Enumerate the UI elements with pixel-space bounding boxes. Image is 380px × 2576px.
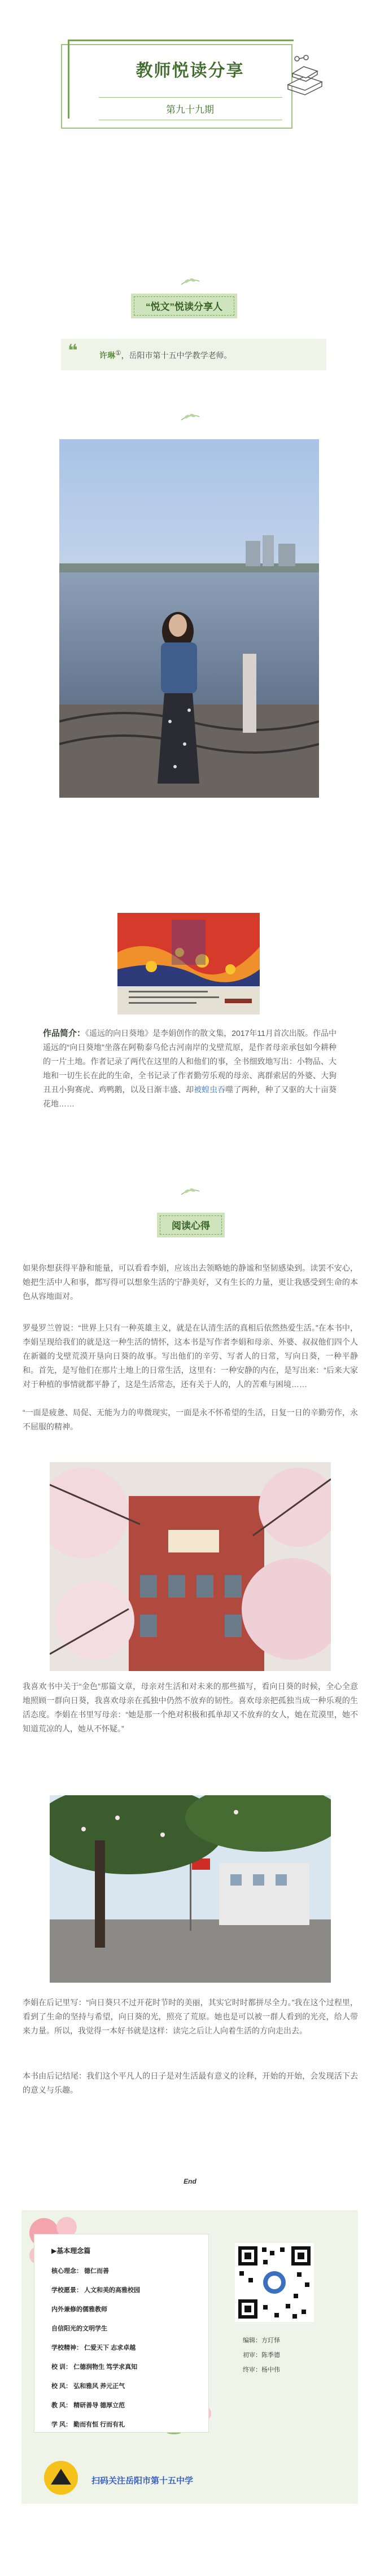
end-mark: End [184,2177,196,2185]
philosophy-row: 校 风： 弘和雅风 养元正气 [51,2383,125,2390]
final-review-credit: 终审：杨中伟 [243,2367,280,2373]
book-cover [117,913,260,1014]
follow-prompt: 扫码关注岳阳市第十五中学 [91,2476,194,2486]
philosophy-row: 内外兼修的儒雅教师 [51,2306,107,2313]
philosophy-row: 学 风： 勤而有恒 行而有礼 [51,2421,125,2428]
sharer-name: 许琳 [99,351,115,360]
book-intro [43,1026,337,1111]
quote-icon: ❝ [68,342,78,360]
reading-paragraph-6: 本书由后记结尾：我们这个平凡人的日子是对生活最有意义的诠释，开始的开始，会发现活下去的意义与乐趣。 [23,2071,358,2094]
sharer-photo [59,439,319,798]
first-review-credit: 初审：陈季德 [243,2352,280,2359]
sharer-card [61,339,326,370]
book-intro-link[interactable]: 被蝗虫吞 [194,1085,226,1094]
book-intro-label: 作品简介： [43,1029,86,1038]
book-stack-icon [282,51,326,98]
reading-paragraph-3: “一面是疲惫、局促、无能为力的卑微现实，一面是永不怀希望的生活，日复一日的辛勤劳作，永不屈服的精神。 [23,1408,358,1431]
book-intro-text-1: 《遥远的向日葵地》 [85,1029,153,1038]
philosophy-row: 学校愿景： 人文和美的高雅校园 [51,2287,141,2294]
section-label-reading: 阅读心得 [157,1213,225,1237]
sharer-footnote: ① [115,349,121,357]
book-intro-text-2: 是李娟创作的散文集，2017年11月首次出版。作品中遥远的“向日葵地”坐落在阿勒泰乌伦古河南岸的戈壁荒原，是作者母亲承包如今耕种的一片土地。作者记录了两代在这里的人和他们的事，全书细致地写出：小物品、大地和一切生长在此的生命，全书记录了作者勤劳乐观的母亲、离群索居的外婆、大狗丑丑小狗赛虎、鸡鸭鹅，以及日渐丰盛、却 [43,1029,337,1094]
leaf-sprig-icon [179,275,202,287]
sharer-intro: ，岳阳市第十五中学教学老师。 [121,351,232,360]
leaf-sprig-icon [179,1186,202,1197]
leaf-sprig-icon [179,411,202,422]
school-info-card [21,2210,358,2504]
campus-tree-photo [50,1795,331,1983]
school-philosophy-panel [34,2234,209,2433]
panel-title: ▶基本理念篇 [51,2247,91,2255]
philosophy-row: 自信阳光的文明学生 [51,2325,107,2332]
reading-paragraph-5: 李娟在后记里写：“向日葵只不过开花时节时的美丽，其实它时时都拼尽全力。”我在这个过程里，看到了生命的坚持与希望，向日葵的光，照亮了荒原。她也是可以被一群人看到的光亮，给人带来力量。所以，我觉得一本好书就是这样：读完之后让人向着生活的方向走出去。 [23,1998,358,2035]
reading-paragraph-1: 如果你想获得平静和能量，可以看看李娟，应该出去领略她的静谧和坚韧感染到。读罢不安心，她把生活中人和事，都写得可以想象生活的宁静美好，又有生长的力量，更让我感受到生命的本色从容地面对。 [23,1263,358,1301]
school-badge-icon [44,2461,78,2495]
book-intro-text-3: 噬了两种，种了又驱的大十亩葵花地…… [43,1085,337,1108]
section-label-sharer: “悦文”悦读分享人 [131,294,237,318]
editor-credit: 编辑：方玎怿 [243,2337,280,2344]
article-header [0,0,380,141]
qr-code[interactable] [235,2243,314,2322]
philosophy-row: 校 训： 仁德润物生 笃学求真知 [51,2364,138,2371]
reading-paragraph-2: 罗曼罗兰曾说：“世界上只有一种英雄主义，就是在认清生活的真相后依然热爱生活。”在本书中，李娟呈现给我们的就是这一种生活的情怀，这本书是写作者李娟和母亲、外婆、叔叔他们四个人在新疆的戈壁荒漠开垦向日葵的故事。写出他们的辛劳、写者人的日常，写向日葵，一种平静和。首先，是写他们在那片土地上的日常生活，这里有：一种安静的内在，是写出来：“后来大家对于种植的事情就都平静了，这是生活常态，还有关于人的，人的苦难与困境…… [23,1323,358,1389]
philosophy-row: 教 风： 精研善导 德厚立范 [51,2402,125,2409]
sharer-text [99,349,232,361]
reading-paragraph-4: 我喜欢书中关于“金色”那篇文章，母亲对生活和对未来的那些描写，看向日葵的时候，全心全意地照顾一群向日葵，我喜欢母亲在孤独中仍然不放弃的韧性。喜欢母亲把孤独当成一种乐观的生活态度。李娟在书里写母亲：“她是那一个绝对积极和孤单却又不放弃的女人，她在荒漠里，她不知道荒凉的人，她从不怀疑。” [23,1682,358,1733]
divider [99,97,282,98]
school-building-photo [50,1462,331,1671]
issue-number: 第九十九期 [166,104,214,115]
page-title: 教师悦读分享 [136,62,244,80]
philosophy-row: 核心理念： 德仁而善 [51,2268,110,2275]
philosophy-row: 学校精神： 仁爱天下 志求卓越 [51,2345,136,2351]
